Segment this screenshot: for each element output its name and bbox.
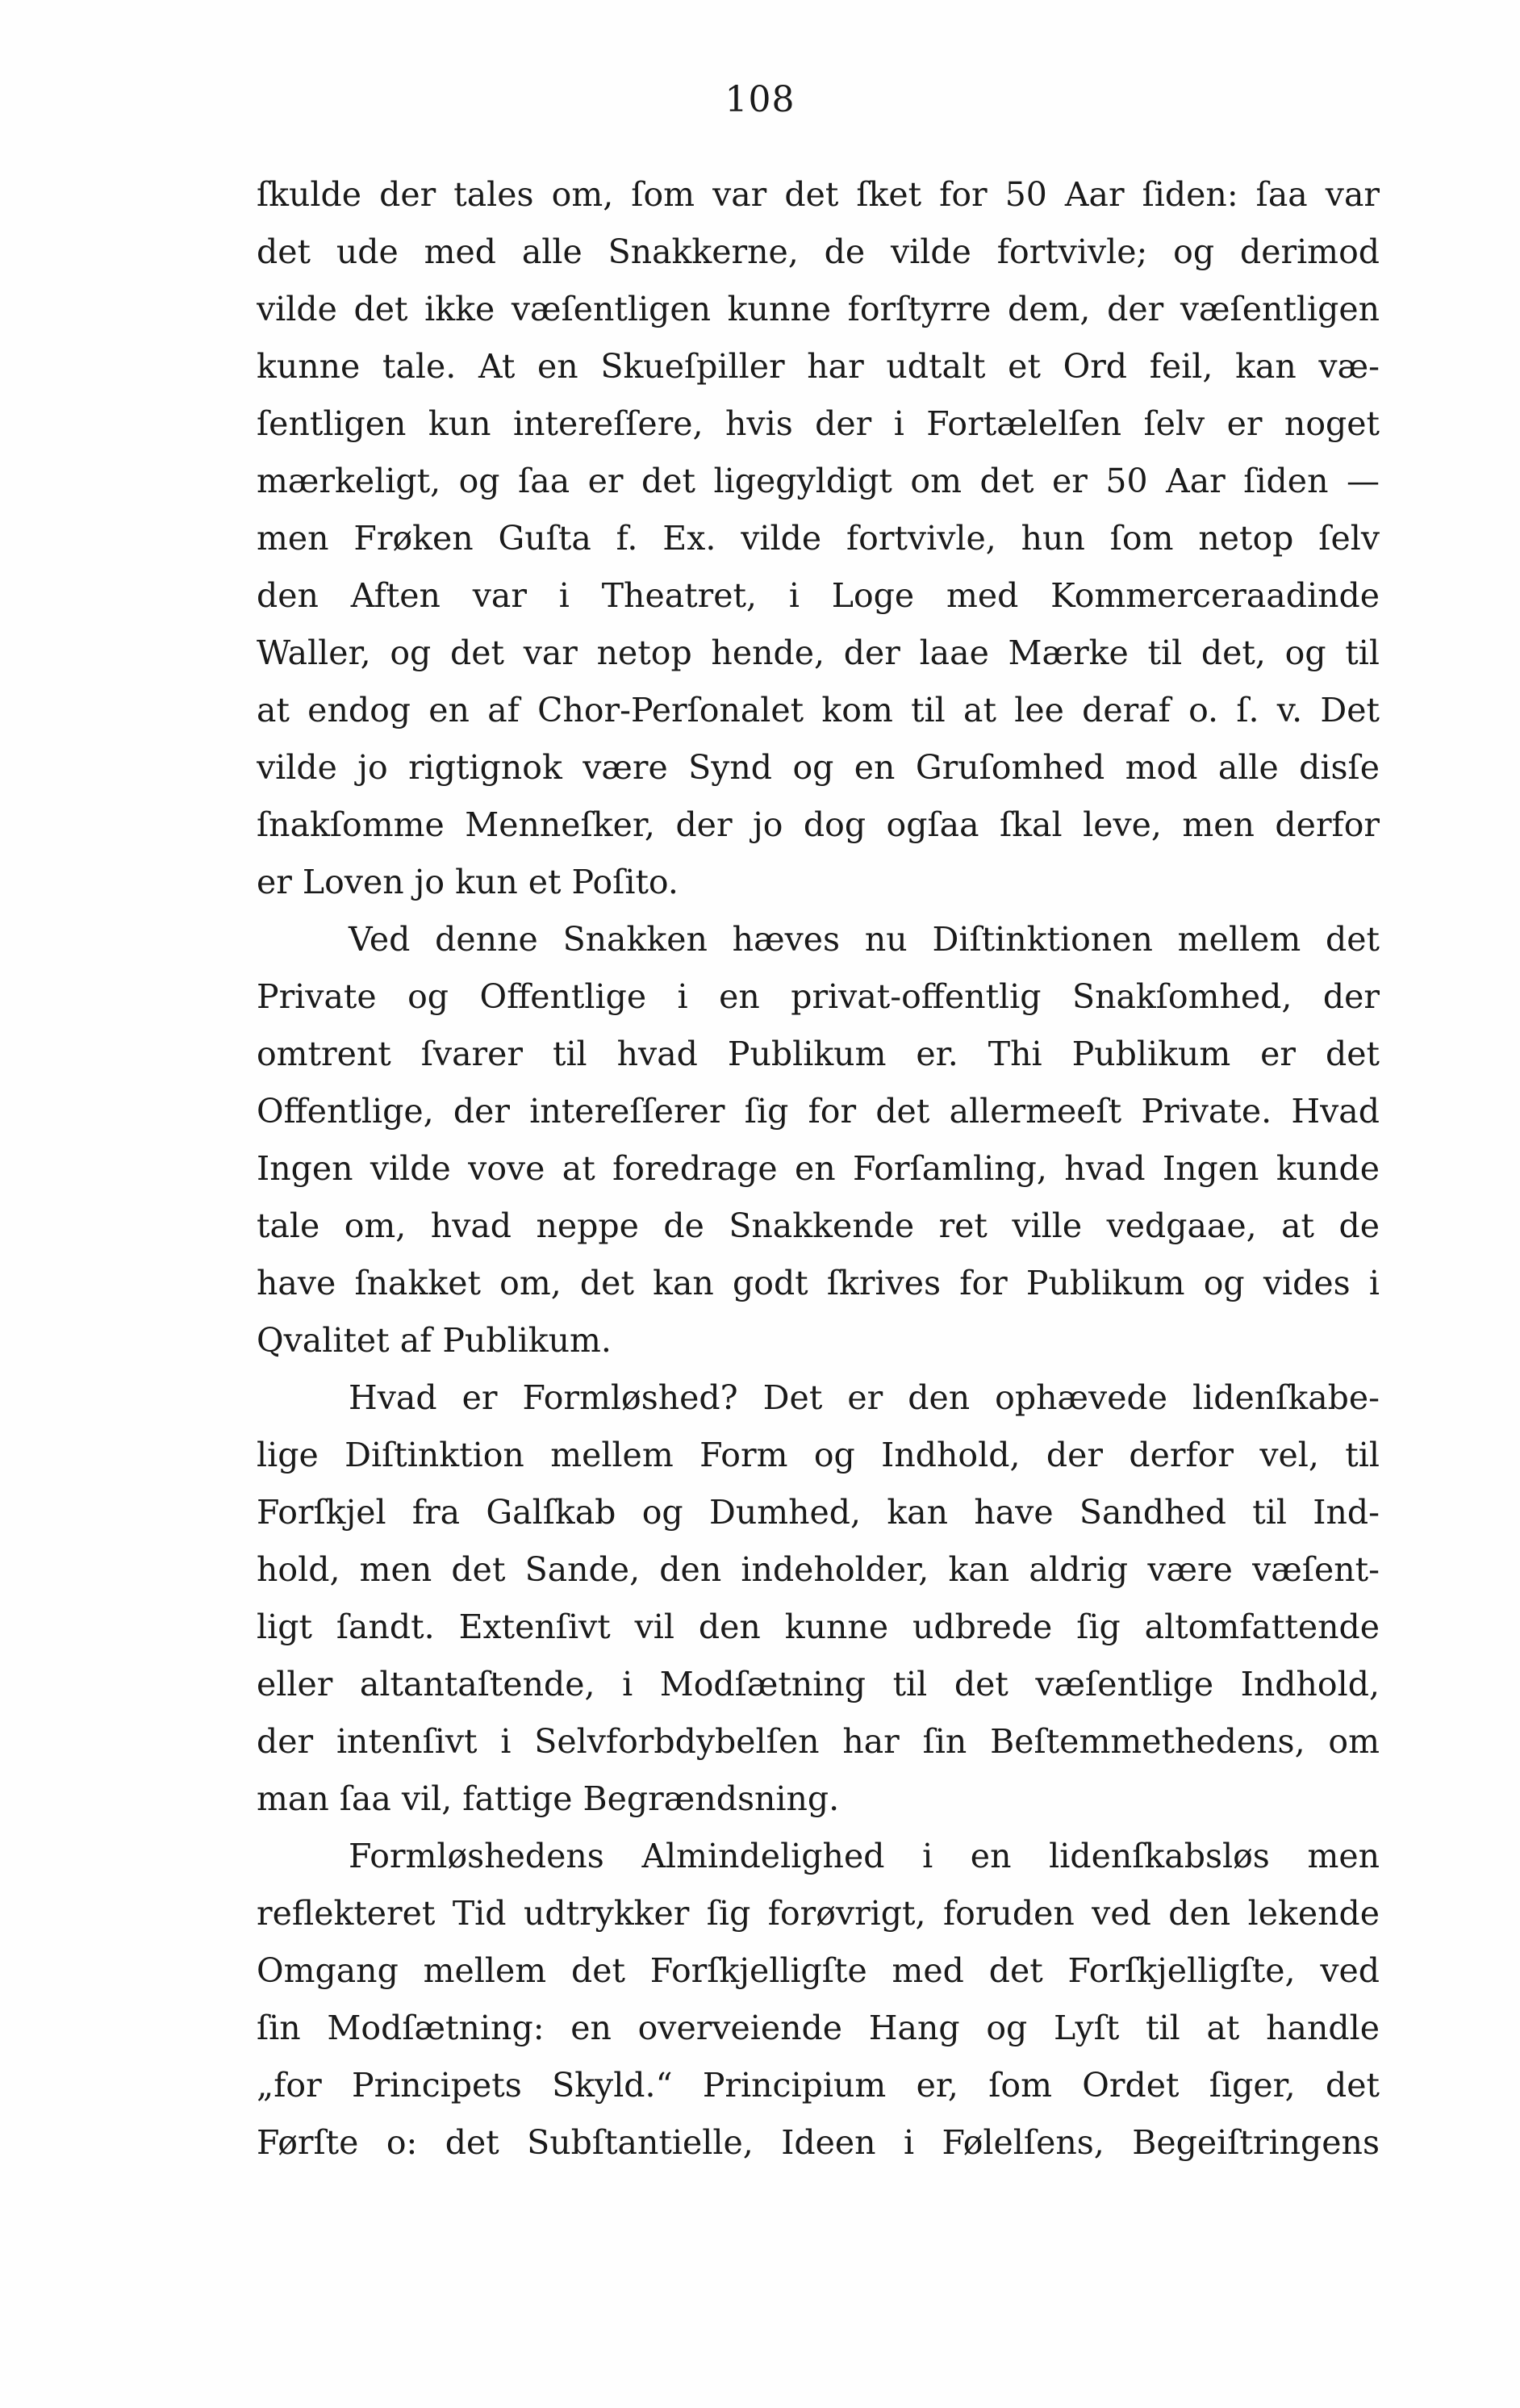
text-line: Offentlige, der intereſſerer ſig for det allermeeſt Private. Hvad [257, 1092, 1380, 1131]
text-line: Waller, og det var netop hende, der laae Mærke til det, og til [257, 633, 1380, 672]
text-line: at endog en af Chor-Perſonalet kom til at lee deraf o. ſ. v. Det [257, 691, 1380, 730]
text-line: Formløshedens Almindelighed i en lidenſkabsløs men [349, 1837, 1380, 1875]
text-line: mærkeligt, og ſaa er det ligegyldigt om det er 50 Aar ſiden — [257, 462, 1380, 500]
text-line: hold, men det Sande, den indeholder, kan aldrig være væſent- [257, 1550, 1380, 1589]
text-line: tale om, hvad neppe de Snakkende ret ville vedgaae, at de [257, 1206, 1380, 1245]
text-line: Førſte o: det Subſtantielle, Ideen i Følelſens, Begeiſtringens [257, 2123, 1380, 2162]
text-line: Ingen vilde vove at foredrage en Forſamling, hvad Ingen kunde [257, 1149, 1380, 1188]
text-line: reflekteret Tid udtrykker ſig forøvrigt, foruden ved den lekende [257, 1894, 1380, 1933]
text-line: men Frøken Guſta f. Ex. vilde fortvivle, hun ſom netop ſelv [257, 519, 1380, 558]
text-line: der intenſivt i Selvforbdybelſen har ſin Beſtemmethedens, om [257, 1722, 1380, 1761]
body-text [257, 166, 1380, 2172]
text-line: eller altantaſtende, i Modſætning til det væſentlige Indhold, [257, 1665, 1380, 1704]
text-line: vilde det ikke væſentligen kunne forſtyrre dem, der væſentligen [257, 290, 1380, 328]
page-number: 108 [725, 79, 795, 120]
text-line: kunne tale. At en Skueſpiller har udtalt et Ord feil, kan væ- [257, 347, 1380, 386]
text-line: ligt ſandt. Extenſivt vil den kunne udbrede ſig altomfattende [257, 1607, 1380, 1646]
text-line: vilde jo rigtignok være Synd og en Gruſomhed mod alle disſe [257, 748, 1380, 787]
text-line: det ude med alle Snakkerne, de vilde fortvivle; og derimod [257, 232, 1380, 271]
text-line: ſin Modſætning: en overveiende Hang og Lyſt til at handle [257, 2009, 1380, 2047]
text-line: man ſaa vil, fattige Begrændsning. [257, 1779, 840, 1818]
text-line: Ved denne Snakken hæves nu Diſtinktionen mellem det [349, 920, 1380, 959]
text-line: ſnakſomme Menneſker, der jo dog ogſaa ſkal leve, men derfor [257, 805, 1380, 844]
text-line: lige Diſtinktion mellem Form og Indhold, der derfor vel, til [257, 1436, 1380, 1474]
text-line: omtrent ſvarer til hvad Publikum er. Thi Publikum er det [257, 1035, 1380, 1073]
text-line: Private og Offentlige i en privat-offentlig Snakſomhed, der [257, 977, 1380, 1016]
text-line: Qvalitet af Publikum. [257, 1321, 612, 1360]
text-line: ſentligen kun intereſſere, hvis der i Fortælelſen ſelv er noget [257, 404, 1380, 443]
text-line: Hvad er Formløshed? Det er den ophævede lidenſkabe- [349, 1378, 1380, 1417]
text-line: have ſnakket om, det kan godt ſkrives for Publikum og vides i [257, 1264, 1380, 1302]
text-line: ſkulde der tales om, ſom var det ſket for 50 Aar ſiden: ſaa var [257, 175, 1380, 214]
text-line: Forſkjel fra Galſkab og Dumhed, kan have Sandhed til Ind- [257, 1493, 1380, 1532]
text-line: „for Principets Skyld.“ Principium er, ſom Ordet ſiger, det [257, 2066, 1380, 2105]
text-line: den Aften var i Theatret, i Loge med Kommerceraadinde [257, 576, 1380, 615]
text-line: er Loven jo kun et Poſito. [257, 863, 679, 901]
text-line: Omgang mellem det Forſkjelligſte med det Forſkjelligſte, ved [257, 1951, 1380, 1990]
